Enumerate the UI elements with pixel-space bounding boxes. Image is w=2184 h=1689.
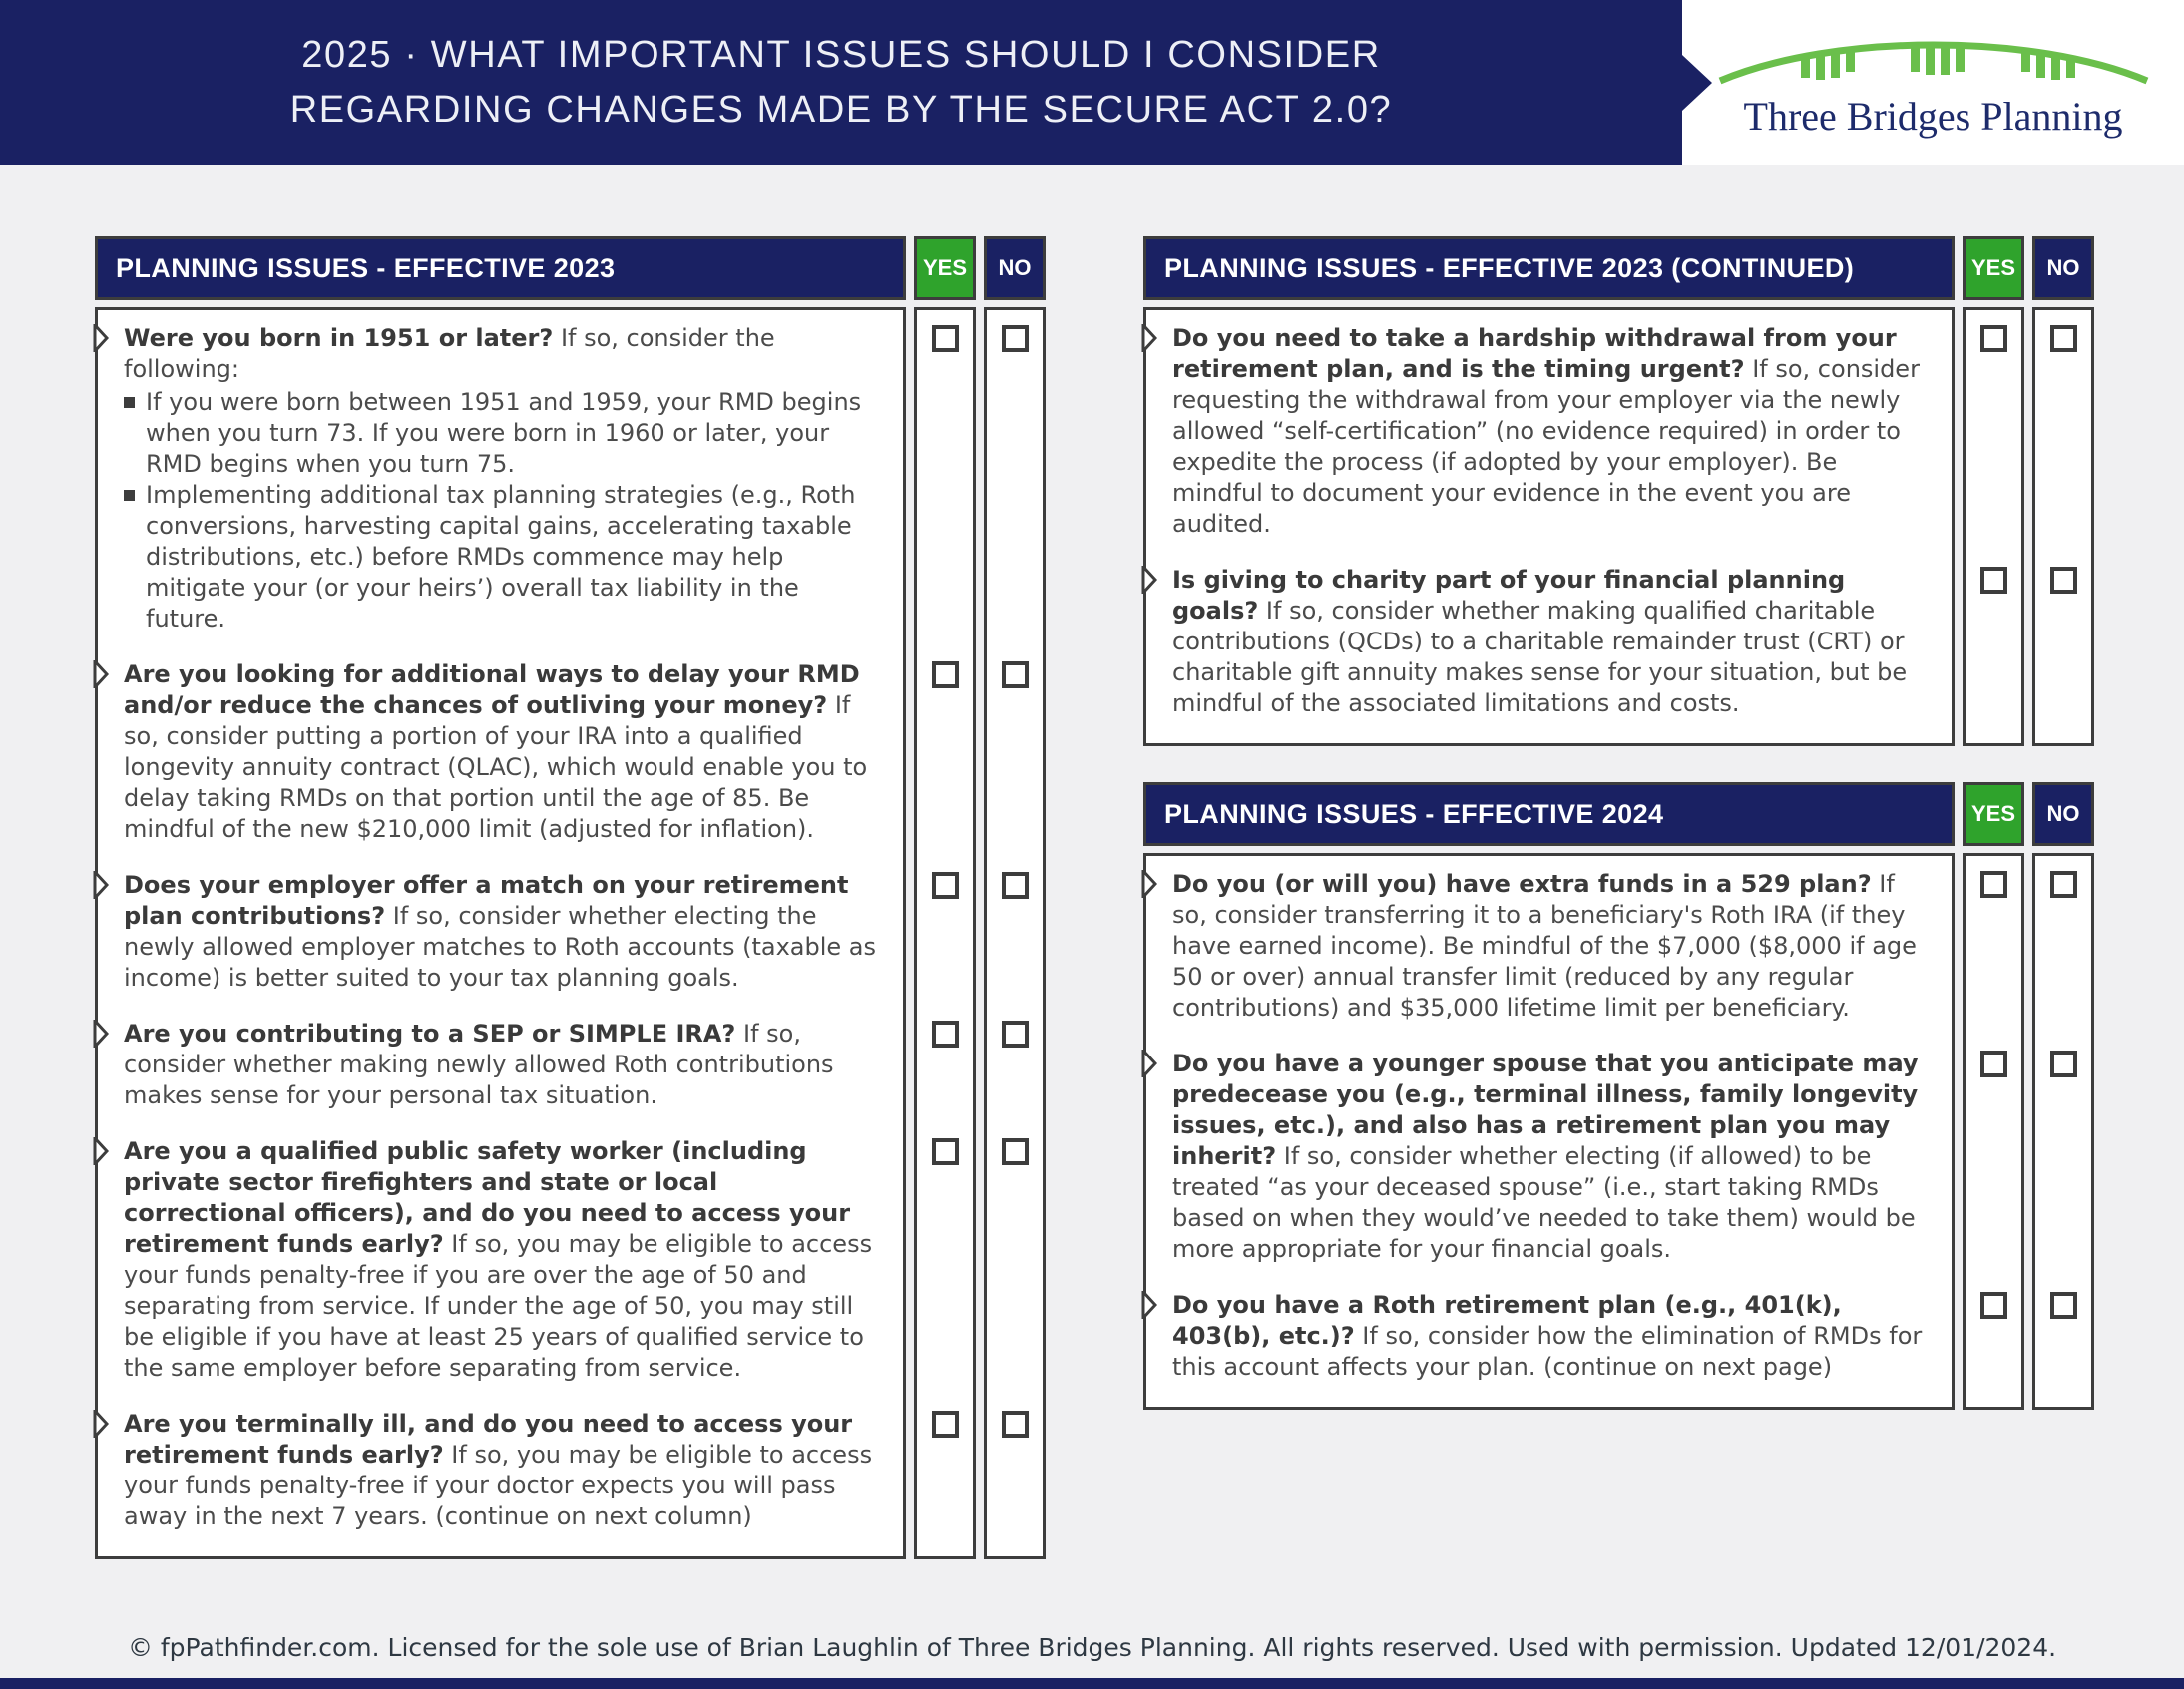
question-lead: Do you need to take a hardship withdrawal from your retirement plan, and is the timing urgent? <box>1172 324 1897 383</box>
yes-cell <box>1963 853 2024 1036</box>
no-cell <box>2032 853 2094 1036</box>
chevron-marker-icon <box>93 1020 109 1048</box>
chevron-marker-icon <box>93 660 109 688</box>
question-lead: Were you born in 1951 or later? <box>124 324 554 352</box>
footer <box>0 1633 2184 1689</box>
question-lead: Are you contributing to a SEP or SIMPLE IRA? <box>124 1020 736 1048</box>
left-column <box>95 236 1046 1559</box>
no-checkbox[interactable] <box>2050 325 2077 352</box>
panel-body <box>1143 307 2094 746</box>
question-detail: If so, consider whether making newly allowed Roth contributions makes sense for your personal tax situation. <box>124 1020 834 1109</box>
panel-title: PLANNING ISSUES - EFFECTIVE 2023 <box>95 236 906 300</box>
question-text <box>124 323 885 385</box>
yes-cell <box>914 646 976 857</box>
no-checkbox[interactable] <box>1002 1138 1029 1165</box>
chevron-marker-icon <box>93 871 109 899</box>
panel-body <box>1143 853 2094 1410</box>
question-detail: If so, consider putting a portion of your IRA into a qualified longevity annuity contract (QLAC), which would enable you to delay taking RMDs on that portion until the age of 85. Be mindful of the new $210,000 limit (adjusted for inflation). <box>124 691 868 843</box>
question-row <box>1143 853 1955 1036</box>
bullet-list <box>124 387 885 634</box>
no-cell <box>2032 307 2094 552</box>
question-detail: If so, you may be eligible to access your funds penalty-free if your doctor expects you will pass away in the next 7 years. (continue on next column) <box>124 1441 873 1530</box>
panel-effective-2023-continued <box>1143 236 2094 746</box>
chevron-marker-icon <box>1141 324 1157 352</box>
yes-column-header: YES <box>1963 236 2024 300</box>
panel-header <box>1143 782 2094 846</box>
question-row <box>1143 1277 1955 1410</box>
question-row <box>95 1396 906 1559</box>
yes-cell <box>914 1006 976 1123</box>
no-cell <box>984 1396 1046 1559</box>
yes-cell <box>914 1123 976 1396</box>
checklist-content <box>95 236 2091 1559</box>
bullet-item <box>124 480 885 634</box>
no-checkbox[interactable] <box>1002 872 1029 899</box>
header-banner <box>0 0 2184 165</box>
bullet-square-icon <box>124 490 135 501</box>
yes-cell <box>914 857 976 1006</box>
question-row <box>95 857 906 1006</box>
right-column <box>1143 236 2094 1559</box>
footer-license-text: © fpPathfinder.com. Licensed for the sole use of Brian Laughlin of Three Bridges Planning. All rights reserved. Used with permission. Updated 12/01/2024. <box>127 1633 2057 1662</box>
yes-checkbox[interactable] <box>1980 567 2007 594</box>
no-checkbox[interactable] <box>1002 325 1029 352</box>
bridge-logo-icon <box>1714 25 2153 89</box>
yes-cell <box>1963 1277 2024 1410</box>
panel-title: PLANNING ISSUES - EFFECTIVE 2023 (CONTINUED) <box>1143 236 1955 300</box>
question-lead: Are you looking for additional ways to delay your RMD and/or reduce the chances of outliving your money? <box>124 660 860 719</box>
question-row <box>1143 307 1955 552</box>
logo <box>1682 0 2184 165</box>
panel-header <box>1143 236 2094 300</box>
no-checkbox[interactable] <box>1002 661 1029 688</box>
bottom-accent-bar <box>0 1678 2184 1689</box>
page-title-line1: 2025 · WHAT IMPORTANT ISSUES SHOULD I CONSIDER <box>301 33 1381 76</box>
question-row <box>95 307 906 646</box>
bullet-text: If you were born between 1951 and 1959, your RMD begins when you turn 73. If you were born in 1960 or later, your RMD begins when you turn 75. <box>146 388 862 478</box>
no-checkbox[interactable] <box>1002 1021 1029 1048</box>
yes-checkbox[interactable] <box>1980 1292 2007 1319</box>
yes-checkbox[interactable] <box>1980 1051 2007 1077</box>
yes-checkbox[interactable] <box>1980 871 2007 898</box>
no-cell <box>2032 1277 2094 1410</box>
yes-column-header: YES <box>914 236 976 300</box>
yes-checkbox[interactable] <box>932 661 959 688</box>
question-lead: Are you terminally ill, and do you need to access your retirement funds early? <box>124 1410 853 1469</box>
question-text <box>124 870 885 994</box>
bullet-item <box>124 387 885 480</box>
question-detail: If so, consider requesting the withdrawal from your employer via the newly allowed “self-certification” (no evidence required) in order to expedite the process (if adopted by your employer). Be mindful to document your evidence in the event you are audited. <box>1172 355 1920 538</box>
question-detail: If so, you may be eligible to access your funds penalty-free if you are over the age of 50 and separating from service. If under the age of 50, you may still be eligible if you have at least 25 years of qualified service to the same employer before separating from service. <box>124 1230 873 1382</box>
question-text <box>124 1409 885 1532</box>
yes-cell <box>1963 307 2024 552</box>
page-title-line2: REGARDING CHANGES MADE BY THE SECURE ACT 2.0? <box>289 88 1393 131</box>
no-cell <box>984 857 1046 1006</box>
question-row <box>1143 552 1955 746</box>
question-text <box>124 659 885 845</box>
no-checkbox[interactable] <box>2050 1292 2077 1319</box>
question-detail: If so, consider the following: <box>124 324 775 383</box>
panel-effective-2023 <box>95 236 1046 1559</box>
no-cell <box>984 646 1046 857</box>
question-row <box>95 646 906 857</box>
question-lead: Are you a qualified public safety worker (including private sector firefighters and state or local correctional officers), and do you need to access your retirement funds early? <box>124 1137 851 1258</box>
chevron-marker-icon <box>93 1137 109 1165</box>
chevron-marker-icon <box>1141 1050 1157 1077</box>
yes-column-header: YES <box>1963 782 2024 846</box>
no-column-header: NO <box>984 236 1046 300</box>
question-lead: Do you (or will you) have extra funds in a 529 plan? <box>1172 870 1872 898</box>
yes-cell <box>1963 1036 2024 1277</box>
no-cell <box>984 307 1046 646</box>
question-detail: If so, consider whether electing the newly allowed employer matches to Roth accounts (taxable as income) is better suited to your tax planning goals. <box>124 902 876 992</box>
question-row <box>95 1006 906 1123</box>
question-detail: If so, consider transferring it to a beneficiary's Roth IRA (if they have earned income). Be mindful of the $7,000 ($8,000 if age 50 or over) annual transfer limit (reduced by any regular contributions) and $35,000 lifetime limit per beneficiary. <box>1172 870 1917 1022</box>
logo-wordmark: Three Bridges Planning <box>1743 94 2123 139</box>
banner-arrow-notch <box>1682 55 1712 111</box>
question-text <box>124 1019 885 1111</box>
yes-cell <box>914 1396 976 1559</box>
yes-cell <box>1963 552 2024 746</box>
yes-checkbox[interactable] <box>932 1021 959 1048</box>
question-lead: Is giving to charity part of your financial planning goals? <box>1172 566 1846 625</box>
question-text <box>124 1136 885 1384</box>
no-cell <box>2032 552 2094 746</box>
bullet-square-icon <box>124 397 135 408</box>
question-text <box>1172 1290 1934 1383</box>
question-row <box>95 1123 906 1396</box>
no-cell <box>2032 1036 2094 1277</box>
yes-checkbox[interactable] <box>932 325 959 352</box>
panel-title: PLANNING ISSUES - EFFECTIVE 2024 <box>1143 782 1955 846</box>
question-text <box>1172 869 1934 1024</box>
yes-checkbox[interactable] <box>1980 325 2007 352</box>
chevron-marker-icon <box>93 1410 109 1438</box>
question-text <box>1172 323 1934 540</box>
chevron-marker-icon <box>1141 1291 1157 1319</box>
question-lead: Does your employer offer a match on your retirement plan contributions? <box>124 871 849 930</box>
chevron-marker-icon <box>1141 870 1157 898</box>
no-checkbox[interactable] <box>1002 1411 1029 1438</box>
no-checkbox[interactable] <box>2050 567 2077 594</box>
no-column-header: NO <box>2032 782 2094 846</box>
question-lead: Do you have a younger spouse that you anticipate may predecease you (e.g., terminal illness, family longevity issues, etc.), and also has a retirement plan you may inherit? <box>1172 1050 1919 1170</box>
bullet-text: Implementing additional tax planning strategies (e.g., Roth conversions, harvesting capital gains, accelerating taxable distributions, etc.) before RMDs commence may help mitigate your (or your heirs’) overall tax liability in the future. <box>146 481 856 633</box>
yes-checkbox[interactable] <box>932 872 959 899</box>
yes-cell <box>914 307 976 646</box>
panel-body <box>95 307 1046 1559</box>
yes-checkbox[interactable] <box>932 1138 959 1165</box>
question-lead: Do you have a Roth retirement plan (e.g., 401(k), 403(b), etc.)? <box>1172 1291 1842 1350</box>
question-row <box>1143 1036 1955 1277</box>
no-checkbox[interactable] <box>2050 1051 2077 1077</box>
question-detail: If so, consider how the elimination of RMDs for this account affects your plan. (continue on next page) <box>1172 1322 1923 1381</box>
yes-checkbox[interactable] <box>932 1411 959 1438</box>
chevron-marker-icon <box>1141 566 1157 594</box>
question-detail: If so, consider whether electing (if allowed) to be treated “as your deceased spouse” (i.e., start taking RMDs based on when they would’ve needed to take them) would be more appropriate for your financial goals. <box>1172 1142 1916 1263</box>
question-detail: If so, consider whether making qualified charitable contributions (QCDs) to a charitable remainder trust (CRT) or charitable gift annuity makes sense for your situation, but be mindful of the associated limitations and costs. <box>1172 597 1908 717</box>
no-cell <box>984 1123 1046 1396</box>
panel-header <box>95 236 1046 300</box>
panel-effective-2024 <box>1143 782 2094 1410</box>
no-checkbox[interactable] <box>2050 871 2077 898</box>
chevron-marker-icon <box>93 324 109 352</box>
question-text <box>1172 1049 1934 1265</box>
question-text <box>1172 565 1934 719</box>
no-column-header: NO <box>2032 236 2094 300</box>
title-area <box>0 0 1682 165</box>
no-cell <box>984 1006 1046 1123</box>
